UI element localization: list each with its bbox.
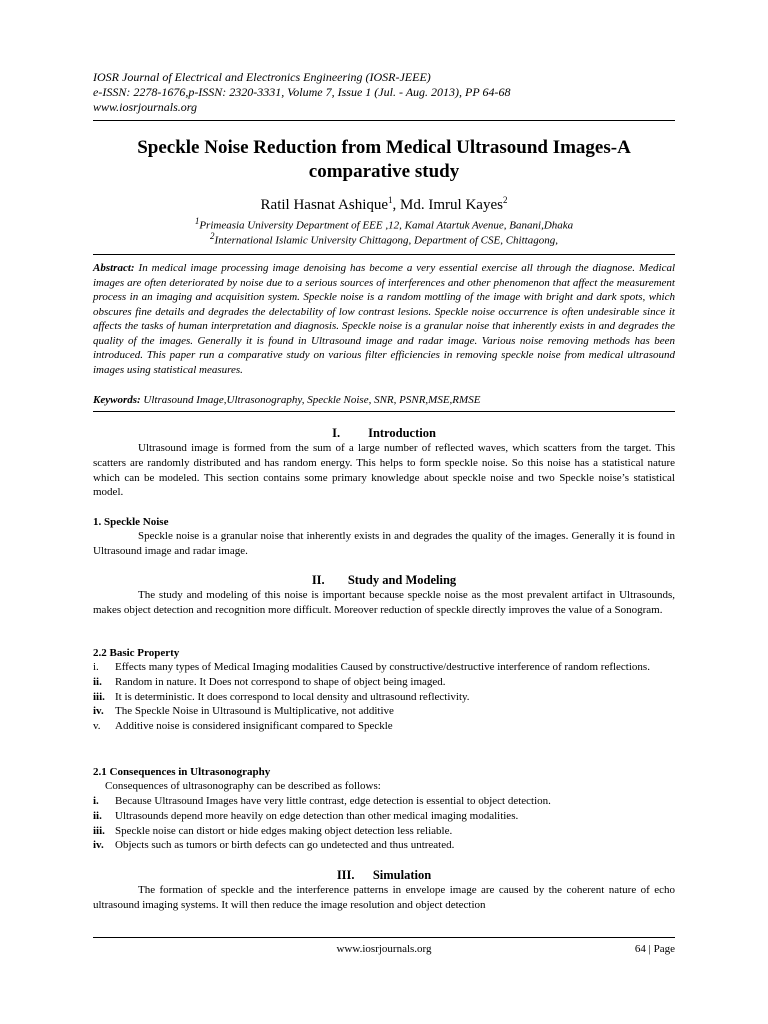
list-item <box>93 675 675 690</box>
section-heading-simulation <box>93 867 675 883</box>
simulation-paragraph: The formation of speckle and the interference patterns in envelope image are caused by the coherent nature of echo ultrasound imaging systems. It will then reduce the image resolution and object detection <box>93 884 675 911</box>
affiliation-2-text: International Islamic University Chittagong, Department of CSE, Chittagong, <box>214 234 558 247</box>
list-item <box>93 690 675 705</box>
issn-line: e-ISSN: 2278-1676,p-ISSN: 2320-3331, Volume 7, Issue 1 (Jul. - Aug. 2013), PP 64-68 <box>93 85 511 99</box>
list-marker: i. <box>93 661 99 673</box>
list-item <box>93 838 675 853</box>
author-separator: , <box>392 197 401 213</box>
consequences-intro: Consequences of ultrasonography can be described as follows: <box>105 780 381 792</box>
title-line-2: comparative study <box>308 161 460 182</box>
subsection-heading-speckle-noise: 1. Speckle Noise <box>93 516 169 528</box>
list-marker: iv. <box>93 839 104 852</box>
title-line-1: Speckle Noise Reduction from Medical Ultrasound Images-A <box>137 137 631 158</box>
introduction-paragraph: Ultrasound image is formed from the sum of a large number of reflected waves, which scatters from the target. This scatters are randomly distributed and has random energy. This helps to form speckle noise. So this noise has a statistical nature which can be modeled. This section contains some primary knowledge about speckle noise and two Speckle noise’s statistical model. <box>93 442 675 499</box>
keywords-label: Keywords: <box>93 394 141 406</box>
list-item <box>93 809 675 824</box>
abstract-top-rule <box>93 254 675 255</box>
affiliation-1-text: Primeasia University Department of EEE ,12, Kamal Atartuk Avenue, Banani,Dhaka <box>199 219 574 232</box>
list-item-text: The Speckle Noise in Ultrasound is Multiplicative, not additive <box>115 705 394 718</box>
section-heading-study-and-modeling <box>93 572 675 588</box>
section-number: I. <box>332 426 341 440</box>
author-list <box>93 190 675 215</box>
author-1: Ratil Hasnat Ashique <box>260 197 389 213</box>
subsection-heading-basic-property: 2.2 Basic Property <box>93 647 180 659</box>
list-item-text: Objects such as tumors or birth defects can go undetected and thus untreated. <box>115 839 455 852</box>
list-item-text: Effects many types of Medical Imaging modalities Caused by constructive/destructive interference of random reflections. <box>115 661 650 673</box>
list-item-text: Ultrasounds depend more heavily on edge detection than other medical imaging modalities. <box>115 809 519 822</box>
list-item-text: It is deterministic. It does correspond to local density and ultrasound reflectivity. <box>115 690 470 703</box>
keywords-rule <box>93 411 675 412</box>
section-number: II. <box>311 573 325 587</box>
footer-rule <box>93 937 675 938</box>
list-item <box>93 660 675 675</box>
list-item-text: Random in nature. It Does not correspond to shape of object being imaged. <box>115 675 446 688</box>
affiliation-2 <box>93 229 675 248</box>
study-modeling-paragraph: The study and modeling of this noise is important because speckle noise as the most prevalent artifact in Ultrasounds, makes object detection and recognition more difficult. Moreover reduction of speckle directly improves the value of a Sonogram. <box>93 589 675 616</box>
section-heading-introduction <box>93 425 675 441</box>
author-1-affiliation-mark: 1 <box>388 195 393 205</box>
paper-title <box>93 136 675 184</box>
list-item <box>93 719 675 734</box>
affiliation-2-mark: 2 <box>210 231 215 241</box>
keywords-text: Ultrasound Image,Ultrasonography, Speckle Noise, SNR, PSNR,MSE,RMSE <box>143 394 481 406</box>
section-title: Study and Modeling <box>347 573 457 587</box>
section-title: Simulation <box>372 868 432 882</box>
affiliation-1-mark: 1 <box>194 216 200 226</box>
list-item <box>93 704 675 719</box>
section-number: III. <box>336 868 355 882</box>
abstract-label: Abstract: <box>93 262 135 274</box>
list-item-text: Because Ultrasound Images have very little contrast, edge detection is essential to object detection. <box>115 795 551 807</box>
section-title: Introduction <box>368 426 436 440</box>
basic-property-list <box>93 660 675 734</box>
list-item <box>93 824 675 839</box>
footer-page-number: 64 | Page <box>634 943 675 955</box>
list-marker: ii. <box>93 675 102 688</box>
subsection-heading-consequences: 2.1 Consequences in Ultrasonography <box>93 766 271 778</box>
header-rule <box>93 120 675 121</box>
list-marker: iii. <box>93 824 105 837</box>
list-marker: v. <box>93 720 101 733</box>
speckle-noise-paragraph: Speckle noise is a granular noise that inherently exists in and degrades the quality of the images. Generally it is found in Ultrasound image and radar image. <box>93 530 675 557</box>
journal-name: IOSR Journal of Electrical and Electronics Engineering (IOSR-JEEE) <box>93 70 431 84</box>
author-2-affiliation-mark: 2 <box>502 195 508 205</box>
list-item-text: Speckle noise can distort or hide edges making object detection less reliable. <box>115 824 453 837</box>
list-marker: i. <box>93 795 99 807</box>
consequences-list <box>93 794 675 853</box>
journal-website: www.iosrjournals.org <box>93 100 198 114</box>
list-marker: iv. <box>93 705 104 718</box>
list-item <box>93 794 675 809</box>
keywords <box>93 393 675 407</box>
list-marker: ii. <box>93 809 102 822</box>
list-item-text: Additive noise is considered insignificant compared to Speckle <box>115 720 393 733</box>
list-marker: iii. <box>93 690 105 703</box>
author-2: Md. Imrul Kayes <box>400 197 503 213</box>
abstract-text: In medical image processing image denoising has become a very essential exercise all through the diagnose. Medical images are often deteriorated by noise due to a serious sources of interferences and other phenomenon that affect the measurement process in an imaging and acquisition system. Speckle noise is a random mottling of the image with bright and dark spots, which obscures fine details and degrades the delectability of low contrast lesions. Speckle noise occurrence is often undesirable since it affects the tasks of human interpretation and diagnosis. Speckle noise is a granular noise that inherently exists in and degrades the quality of the images. Generally it is found in Ultrasound image and radar image. Various noise removing methods has been introduced. This paper run a comparative study on various filter efficiencies in removing speckle noise from medical ultrasound images using statistical measures. <box>93 262 676 376</box>
footer-website: www.iosrjournals.org <box>336 943 432 955</box>
abstract <box>93 261 675 377</box>
